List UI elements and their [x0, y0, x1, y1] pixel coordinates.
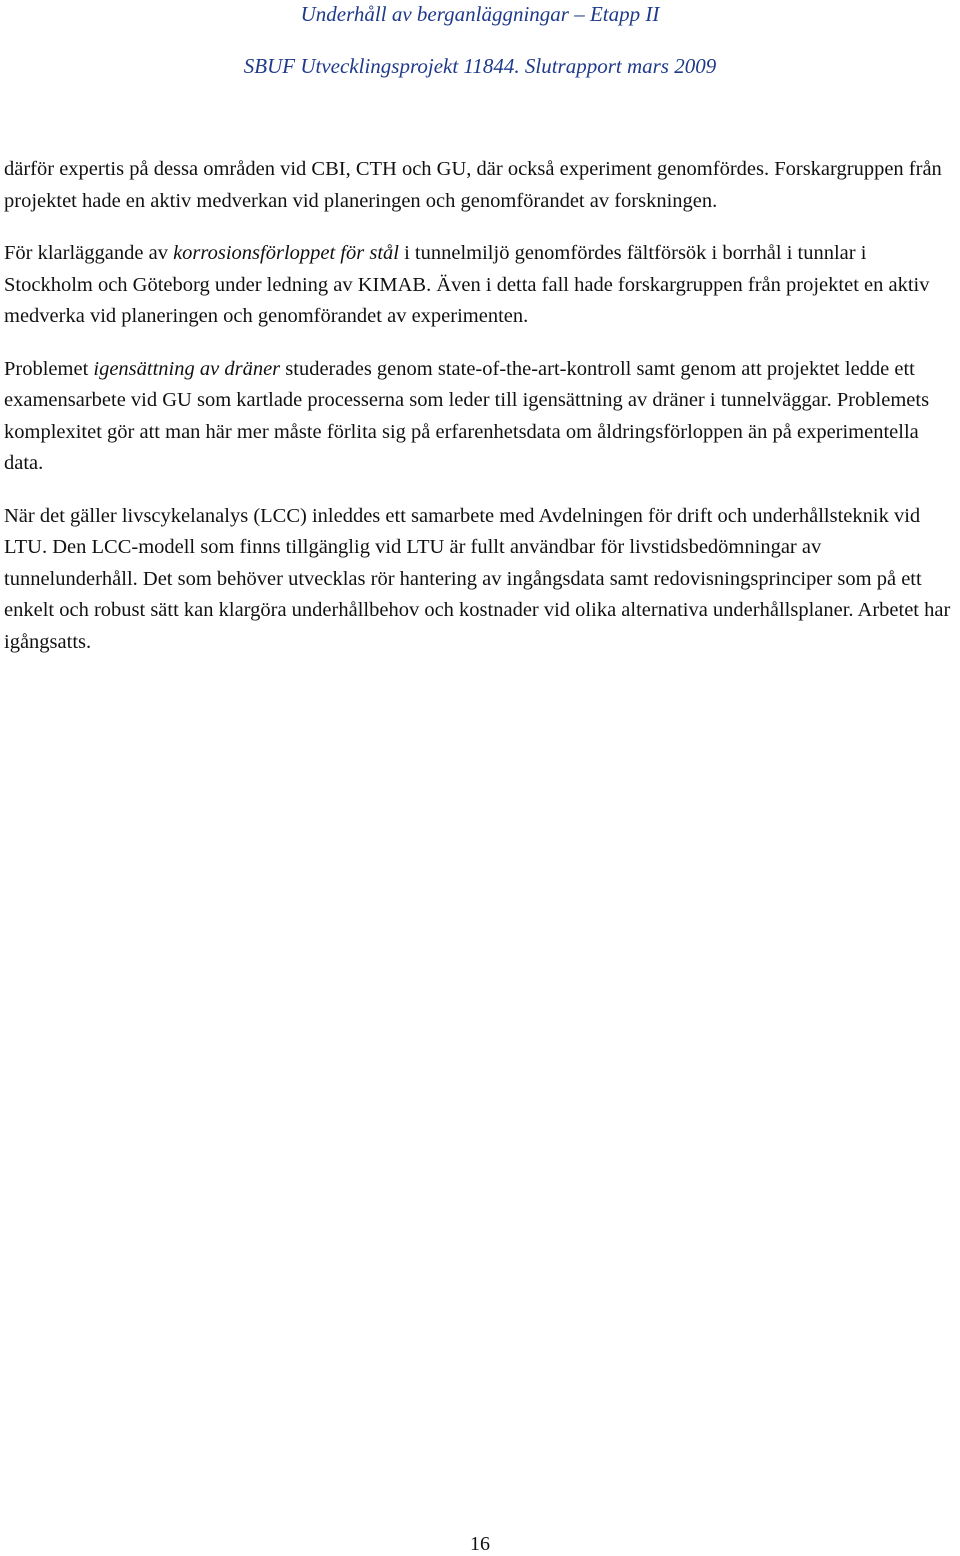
paragraph-1: därför expertis på dessa områden vid CBI, CTH och GU, där också experiment genomfördes. Forskargruppen från projektet hade en aktiv medverkan vid planeringen och genomförandet av forskningen.	[4, 158, 942, 212]
page-header	[0, 0, 960, 79]
body-text	[4, 154, 956, 679]
header-subtitle: SBUF Utvecklingsprojekt 11844. Slutrapport mars 2009	[243, 54, 717, 78]
header-title: Underhåll av berganläggningar – Etapp II	[300, 2, 660, 26]
page-number: 16	[470, 1533, 490, 1555]
paragraph-3-rest: studerades genom state-of-the-art-kontroll samt genom att projektet ledde ett examensarbete vid GU som kartlade processerna som leder till igensättning av dräner i tunnelväggar. Problemets komplexitet gör att man här mer måste förlita sig på erfarenhetsdata om åldringsförloppen än på experimentella data.	[4, 357, 930, 474]
paragraph-3-start: Problemet	[4, 357, 94, 380]
paragraph-2-rest: i tunnelmiljö genomfördes fältförsök i borrhål i tunnlar i Stockholm och Göteborg under ledning av KIMAB. Även i detta fall hade forskargruppen från projektet en aktiv medverka vid planeringen och genomförandet av experimenten.	[4, 242, 930, 327]
paragraph-2-start: För klarläggande av	[4, 242, 174, 264]
paragraph-3-emphasis: igensättning av dräner	[93, 357, 281, 380]
paragraph-4: När det gäller livscykelanalys (LCC) inleddes ett samarbete med Avdelningen för drift och underhållsteknik vid LTU. Den LCC-modell som finns tillgänglig vid LTU är fullt användbar för livstidsbedömningar av tunnelunderhåll. Det som behöver utvecklas rör hantering av ingångsdata samt redovisningsprinciper som på ett enkelt och robust sätt kan klargöra underhållbehov och kostnader vid olika alternativa underhållsplaner. Arbetet har igångsatts.	[4, 504, 951, 653]
paragraph-2	[4, 238, 956, 333]
paragraph-3	[4, 354, 956, 480]
paragraph-2-emphasis: korrosionsförloppet för stål	[173, 242, 399, 264]
